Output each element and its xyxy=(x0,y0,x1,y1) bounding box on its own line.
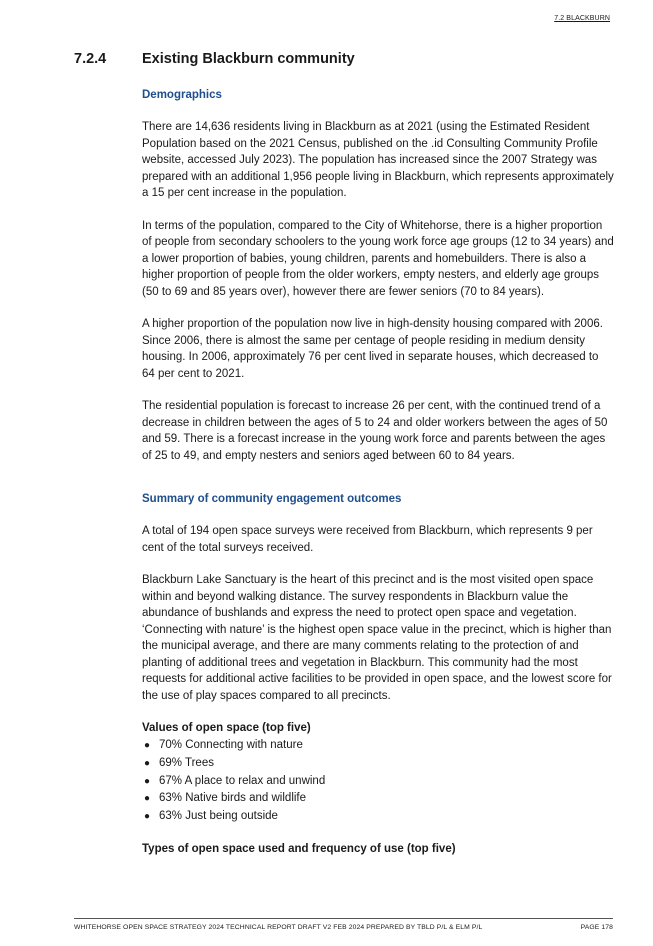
footer-text: WHITEHORSE OPEN SPACE STRATEGY 2024 TECHNICAL REPORT DRAFT V2 FEB 2024 PREPARED BY TBLD P/L & ELM P/L xyxy=(74,924,483,931)
list-item-text: 67% A place to relax and unwind xyxy=(159,774,326,787)
bullet-icon: ● xyxy=(144,811,151,823)
demographics-paragraph-2: In terms of the population, compared to the City of Whitehorse, there is a higher proportion of people from secondary schoolers to the young work force age groups (12 to 34 years) and a lower proportion of babies, young children, parents and homebuilders. There is also a higher proportion of people from the older workers, empty nesters, and elderly age groups (50 to 69 and 85 years over), however there are fewer seniors (70 to 84 years). xyxy=(142,219,614,298)
list-item-text: 63% Native birds and wildlife xyxy=(159,792,307,805)
demographics-paragraph-3: A higher proportion of the population now live in high-density housing compared with 2006. Since 2006, there is almost the same per centage of people residing in medium density housing. In 2006, approximately 76 per cent lived in separate houses, which decreased to 64 per cent to 2021. xyxy=(142,318,603,380)
footer-divider xyxy=(74,918,613,919)
demographics-paragraph-1: There are 14,636 residents living in Blackburn as at 2021 (using the Estimated Resident Population based on the 2021 Census, published on the .id Consulting Community Profile website, accessed July 2023). The population has increased since the 2007 Strategy was prepared with an additional 1,956 people living in Blackburn, which represents approximately a 15 per cent increase in the population. xyxy=(142,121,614,199)
types-heading: Types of open space used and frequency of use (top five) xyxy=(142,842,456,855)
main-content xyxy=(142,88,614,858)
page-number: PAGE 178 xyxy=(580,924,613,931)
bullet-icon: ● xyxy=(144,757,151,769)
demographics-heading: Demographics xyxy=(142,89,222,101)
list-item xyxy=(142,755,614,773)
section-number: 7.2.4 xyxy=(74,51,107,67)
running-header: 7.2 BLACKBURN xyxy=(554,15,610,22)
engagement-paragraph-2: Blackburn Lake Sanctuary is the heart of this precinct and is the most visited open space within and beyond walking distance. The survey respondents in Blackburn value the abundance of bushlands and express the need to protect open space and vegetation. ‘Connecting with nature’ is the highest open space value in the precinct, which is higher than the municipal average, and there are many comments relating to the protection of and planting of additional trees and vegetation in Blackburn. This community had the most requests for additional active facilities to be provided in open space, and the lowest score for the use of play spaces compared to all precincts. xyxy=(142,574,612,702)
list-item xyxy=(142,773,614,791)
list-item xyxy=(142,737,614,755)
values-list xyxy=(142,737,614,826)
section-title: Existing Blackburn community xyxy=(142,51,355,67)
engagement-paragraph-1: A total of 194 open space surveys were received from Blackburn, which represents 9 per cent of the total surveys received. xyxy=(142,525,593,554)
list-item-text: 63% Just being outside xyxy=(159,810,278,823)
list-item-text: 70% Connecting with nature xyxy=(159,739,303,751)
list-item-text: 69% Trees xyxy=(159,756,214,769)
values-heading: Values of open space (top five) xyxy=(142,722,311,734)
bullet-icon: ● xyxy=(144,775,151,787)
bullet-icon: ● xyxy=(144,793,151,805)
demographics-paragraph-4: The residential population is forecast to increase 26 per cent, with the continued trend of a decrease in children between the ages of 5 to 24 and older workers between the ages of 50 and 59. There is a forecast increase in the young work force and parents between the ages of 25 to 49, and empty nesters and seniors aged between 60 to 84 years. xyxy=(142,400,608,462)
engagement-heading: Summary of community engagement outcomes xyxy=(142,493,402,505)
list-item xyxy=(142,790,614,808)
list-item xyxy=(142,808,614,826)
bullet-icon: ● xyxy=(144,740,151,751)
